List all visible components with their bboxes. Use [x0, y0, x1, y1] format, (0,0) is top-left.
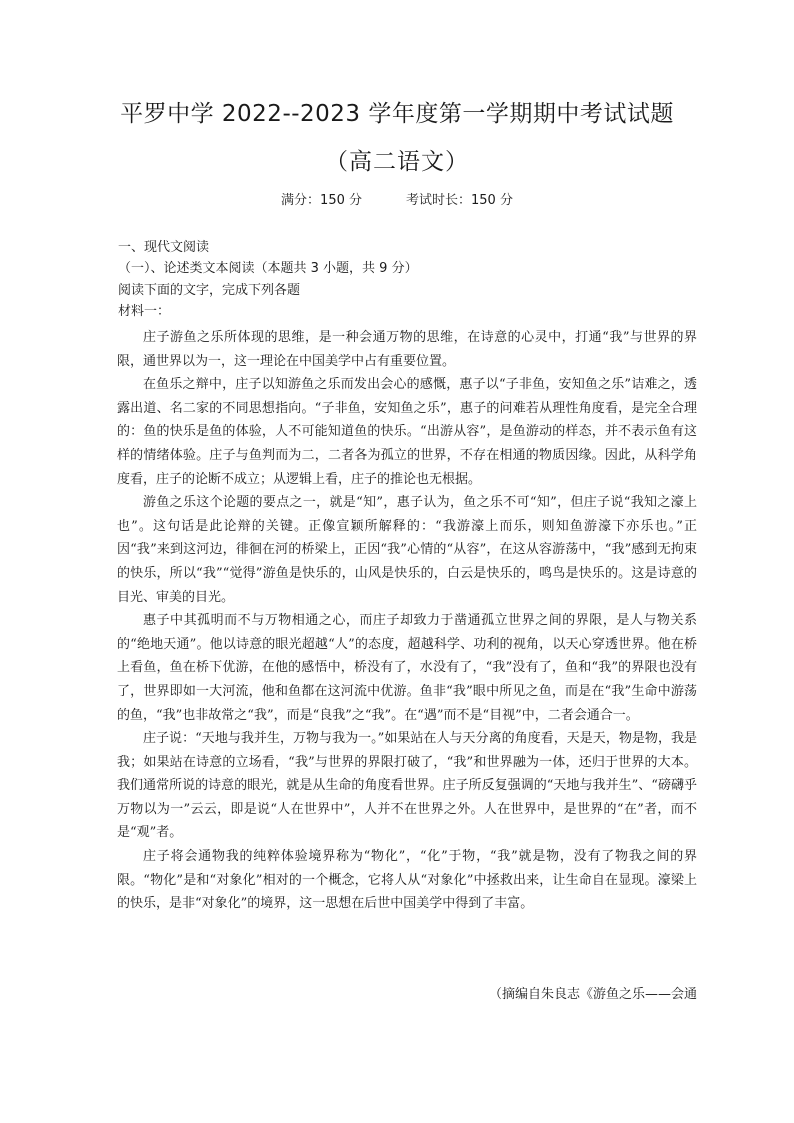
article-paragraph: 在鱼乐之辩中，庄子以知游鱼之乐而发出会心的感慨，惠子以“子非鱼，安知鱼之乐”诘难之，透露出道、名二家的不同思想指向。“子非鱼，安知鱼之乐”，惠子的问难若从理性角度看，是完全合理的：鱼的快乐是鱼的体验，人不可能知道鱼的快乐。“出游从容”，是鱼游动的样态，并不表示鱼有这样的情绪体验。庄子与鱼判而为二，二者各为孤立的世界，不存在相通的物质因缘。因此，从科学角度看，庄子的论断不成立；从逻辑上看，庄子的推论也无根据。 [117, 377, 697, 487]
exam-title: 平罗中学 2022--2023 学年度第一学期期中考试试题 [120, 101, 674, 127]
full-score: 满分：150 分 [281, 193, 362, 208]
article-paragraph: 庄子游鱼之乐所体现的思维，是一种会通万物的思维，在诗意的心灵中，打通“我”与世界的界限，通世界以为一，这一理论在中国美学中占有重要位置。 [117, 330, 697, 369]
article-body [117, 326, 697, 916]
reading-instruction: 阅读下面的文字，完成下列各题 [118, 283, 301, 298]
article-paragraph: 惠子中其孤明而不与万物相通之心，而庄子却致力于凿通孤立世界之间的界限，是人与物关系的“绝地天通”。他以诗意的眼光超越“人”的态度，超越科学、功利的视角，以天心穿透世界。他在桥上看鱼，鱼在桥下优游，在他的感悟中，桥没有了，水没有了，“我”没有了，鱼和“我”的界限也没有了，世界即如一大河流，他和鱼都在这河流中优游。鱼非“我”眼中所见之鱼，而是在“我”生命中游荡的鱼，“我”也非故常之“我”，而是“良我”之“我”。在“遇”而不是“目视”中，二者会通合一。 [117, 613, 697, 723]
article-paragraph: 庄子说：“天地与我并生，万物与我为一。”如果站在人与天分离的角度看，天是天，物是物，我是我；如果站在诗意的立场看，“我”与世界的界限打破了，“我”和世界融为一体，还归于世界的大本。我们通常所说的诗意的眼光，就是从生命的角度看世界。庄子所反复强调的“天地与我并生”、“磅礴乎万物以为一”云云，即是说“人在世界中”，人并不在世界之外。人在世界中，是世界的“在”者，而不是“观”者。 [117, 731, 697, 841]
material-label: 材料一： [118, 304, 171, 319]
exam-subject: （高二语文） [325, 149, 469, 175]
article-paragraph: 游鱼之乐这个论题的要点之一，就是“知”，惠子认为，鱼之乐不可“知”，但庄子说“我知之濠上也”。这句话是此论辩的关键。正像宣颖所解释的：“我游濠上而乐，则知鱼游濠下亦乐也。”正因“我”来到这河边，徘徊在河的桥梁上，正因“我”心情的“从容”，在这从容游荡中，“我”感到无拘束的快乐，所以“我”“觉得”游鱼是快乐的，山风是快乐的，白云是快乐的，鸣鸟是快乐的。这是诗意的目光、审美的目光。 [117, 495, 697, 605]
article-paragraph: 庄子将会通物我的纯粹体验境界称为“物化”，“化”于物，“我”就是物，没有了物我之间的界限。“物化”是和“对象化”相对的一个概念，它将人从“对象化”中拯救出来，让生命自在显现。濠梁上的快乐，是非“对象化”的境界，这一思想在后世中国美学中得到了丰富。 [117, 849, 697, 912]
exam-duration: 考试时长：150 分 [406, 193, 513, 208]
exam-meta [0, 191, 794, 211]
article-source: （摘编自朱良志《游鱼之乐——会通 [488, 987, 697, 1002]
sub-heading: （一）、论述类文本阅读（本题共 3 小题，共 9 分） [118, 261, 418, 276]
part-heading: 一、现代文阅读 [118, 240, 210, 255]
